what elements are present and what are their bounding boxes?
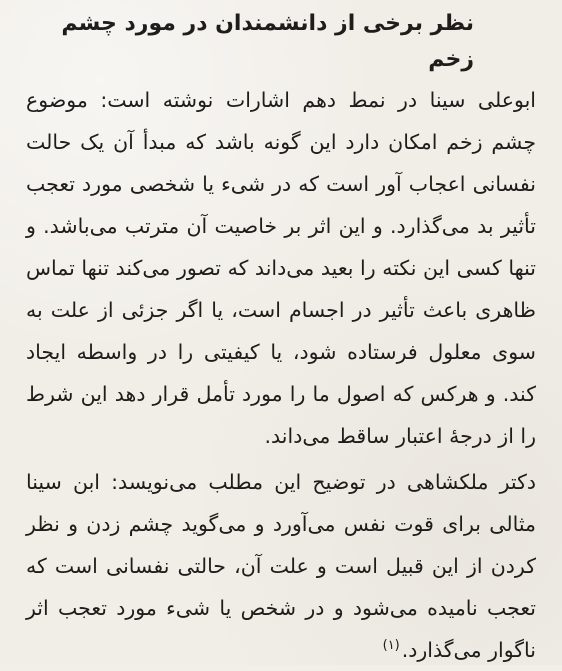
paragraph-avicenna-quote: ابوعلی سینا در نمط دهم اشارات نوشته است: موضوع چشم زخم امکان دارد این گونه باشد که مبدأ آن یک حالت نفسانی اعجاب آور است که در شیء یا شخصی مورد تعجب تأثیر بد می‌گذارد. و این اثر بر خاصیت آن مترتب می‌باشد. و تنها کسی این نکته را بعید می‌داند که تصور می‌کند تنها تماس ظاهری باعث تأثیر در اجسام است، یا اگر جزئی از علت به سوی معلول فرستاده شود، یا کیفیتی را در واسطه ایجاد کند. و هرکس که اصول ما را مورد تأمل قرار دهد این شرط را از درجهٔ اعتبار ساقط می‌داند. xyxy=(26,88,536,448)
footnote-marker: (۱) xyxy=(382,638,400,654)
paragraph-malekshahi-explanation xyxy=(26,461,536,671)
paragraph-malekshahi-text: دکتر ملکشاهی در توضیح این مطلب می‌نویسد: ابن سینا مثالی برای قوت نفس می‌آورد و می‌گوید چشم زدن و نظر کردن از این قبیل است و علت آن، حالتی نفسانی است که تعجب نامیده می‌شود و در شخص یا شیء مورد تعجب اثر ناگوار می‌گذارد. xyxy=(26,470,536,662)
section-title: نظر برخی از دانشمندان در مورد چشم زخم xyxy=(61,11,474,72)
